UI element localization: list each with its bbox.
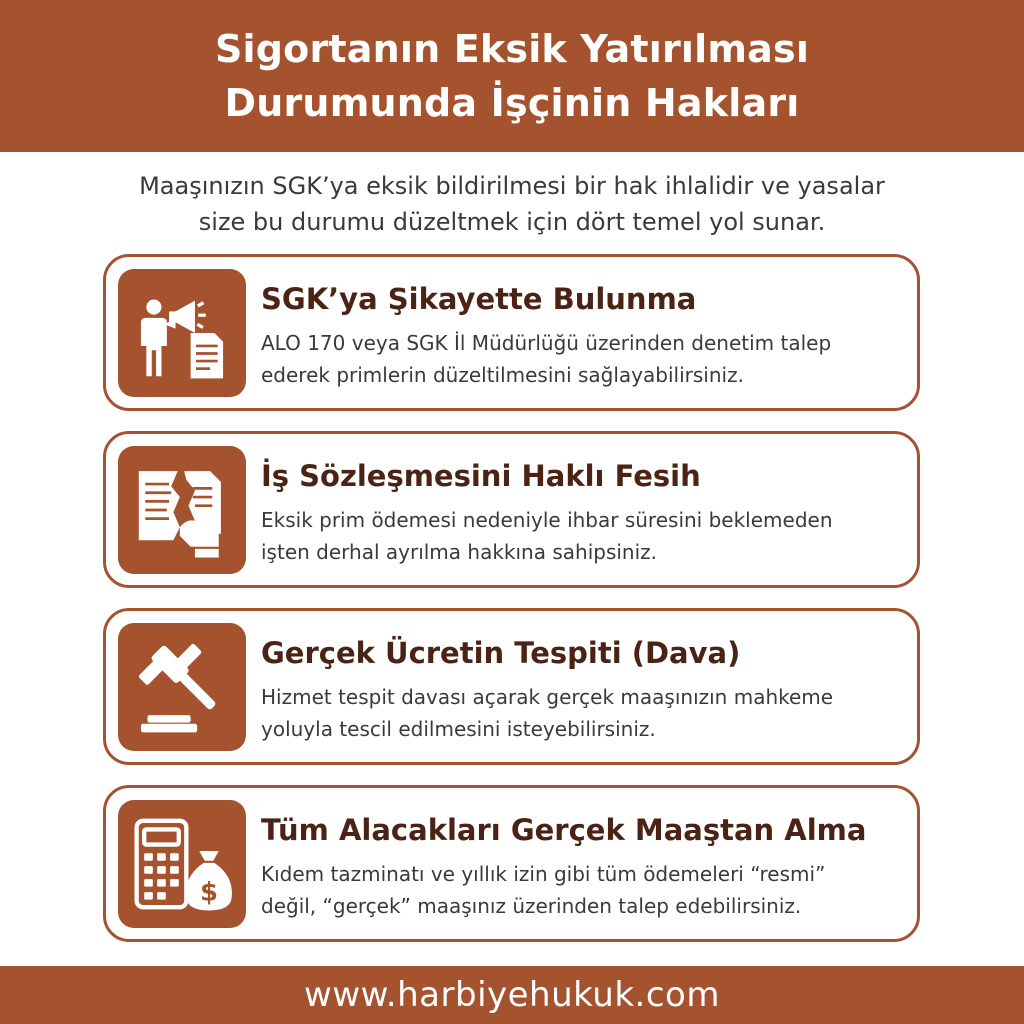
card-title: Tüm Alacakları Gerçek Maaştan Alma bbox=[261, 813, 867, 847]
card-description-line: ALO 170 veya SGK İl Müdürlüğü üzerinden denetim talep bbox=[261, 331, 832, 355]
card-description-line: işten derhal ayrılma hakkına sahipsiniz. bbox=[261, 540, 658, 564]
card-claims-from-real-wage bbox=[103, 785, 920, 942]
card-justified-termination bbox=[103, 431, 920, 588]
intro-text bbox=[40, 168, 984, 240]
card-real-wage-lawsuit bbox=[103, 608, 920, 765]
intro-line-2: size bu durumu düzeltmek için dört temel yol sunar. bbox=[198, 208, 826, 236]
card-description-line: ederek primlerin düzeltilmesini sağlayabilirsiniz. bbox=[261, 363, 744, 387]
card-description-line: değil, “gerçek” maaşınız üzerinden talep edebilirsiniz. bbox=[261, 894, 802, 918]
card-description-line: Eksik prim ödemesi nedeniyle ihbar süresini beklemeden bbox=[261, 508, 833, 532]
person-megaphone-document-icon bbox=[118, 269, 246, 397]
card-title: Gerçek Ücretin Tespiti (Dava) bbox=[261, 636, 741, 670]
card-description bbox=[261, 681, 903, 745]
card-title: İş Sözleşmesini Haklı Fesih bbox=[261, 459, 701, 493]
card-description bbox=[261, 504, 903, 568]
website-link[interactable]: www.harbiyehukuk.com bbox=[304, 975, 720, 1015]
card-description bbox=[261, 858, 903, 922]
card-sgk-complaint bbox=[103, 254, 920, 411]
card-description-line: yoluyla tescil edilmesini isteyebilirsiniz. bbox=[261, 717, 656, 741]
gavel-icon bbox=[118, 623, 246, 751]
header-banner bbox=[0, 0, 1024, 152]
card-description bbox=[261, 327, 903, 391]
card-description-line: Hizmet tespit davası açarak gerçek maaşınızın mahkeme bbox=[261, 685, 834, 709]
torn-contract-hand-icon bbox=[118, 446, 246, 574]
page-title-line-2: Durumunda İşçinin Hakları bbox=[224, 81, 800, 125]
footer-banner bbox=[0, 966, 1024, 1024]
card-title: SGK’ya Şikayette Bulunma bbox=[261, 282, 697, 316]
card-description-line: Kıdem tazminatı ve yıllık izin gibi tüm ödemeleri “resmi” bbox=[261, 862, 826, 886]
svg-text:$: $ bbox=[199, 877, 219, 908]
intro-line-1: Maaşınızın SGK’ya eksik bildirilmesi bir hak ihlalidir ve yasalar bbox=[139, 172, 885, 200]
calculator-money-bag-icon bbox=[118, 800, 246, 928]
page-title-line-1: Sigortanın Eksik Yatırılması bbox=[214, 27, 810, 71]
